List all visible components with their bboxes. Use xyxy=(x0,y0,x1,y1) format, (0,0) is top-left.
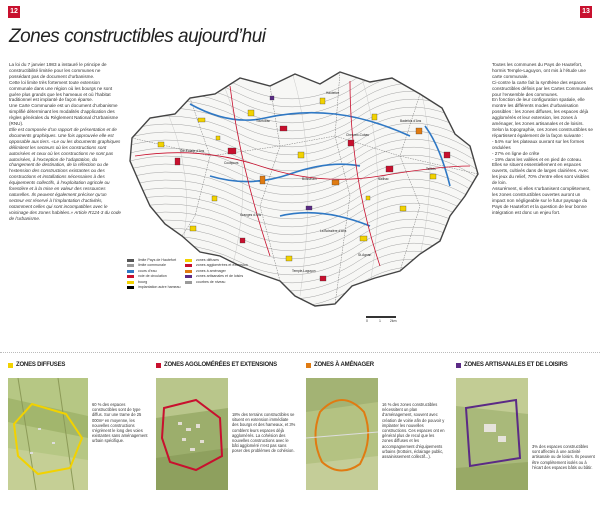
legend-item xyxy=(185,280,248,284)
paragraph: Toutes les communes du Pays de Hautefort, hormis Temple-Laguyon, ont mis à l’étude une carte communale. xyxy=(492,62,586,79)
legend-swatch xyxy=(185,270,192,273)
aerial-photo-artisanales xyxy=(456,378,528,490)
aerial-photo-amenager xyxy=(306,378,378,490)
legend-label: limite communale xyxy=(138,263,166,268)
legend-item xyxy=(127,285,277,289)
map-label: Hautefort xyxy=(326,91,340,95)
paragraph: Ci-contre la carte fait la synthèse des espaces constructibles définis par les Cartes Communales pour l’ensemble des communes. xyxy=(492,79,593,97)
map-scale xyxy=(366,316,397,323)
zone-description: 60 % des espaces constructibles sont de type diffus. Sur une trame de 25 000m² en moyenne, les nouvelles constructions s’égrènent le long des voies existantes sans aménagement urbain spécifique. xyxy=(92,402,148,444)
legend-label: zones à aménager xyxy=(196,268,226,273)
legend-column-right xyxy=(185,258,248,285)
legend-label: courbes de niveau xyxy=(196,279,226,284)
zone-description: 16 % des zones constructibles nécessitent un plan d’aménagement, souvent avec création de voirie afin de pouvoir y implanter les nouvelles constructions. Ces espaces ont en général plus de recul que les zones diffuses et les accompagnement d’équipements urbains (trottoirs, éclairage public, assainissement collectif...). xyxy=(382,402,445,460)
map-label: Tourtoirac xyxy=(256,119,270,123)
legend-label: zones diffuses xyxy=(196,258,219,262)
zone-agglomerees xyxy=(156,360,298,502)
map-label: Coubjours xyxy=(224,161,239,165)
map-label: St-Agnan xyxy=(358,253,372,257)
section-divider xyxy=(0,352,600,353)
paragraph: Une Carte Communale est un document d’urbanisme simplifié déterminant les modalités d’application des règles générales du Règlement National d’Urbanisme (RNU). xyxy=(9,103,119,127)
zone-title: ZONES À AMÉNAGER xyxy=(314,362,374,368)
zone-color-square xyxy=(306,363,311,368)
legend-label: zones agglomérées et extension xyxy=(196,263,248,268)
map-label: Cherveix-Cubas xyxy=(346,133,369,137)
aerial-photo-diffuses xyxy=(8,378,88,490)
zone-header xyxy=(306,360,448,370)
zone-diffuses xyxy=(8,360,150,502)
zone-header xyxy=(456,360,598,370)
scale-label-1: 1 xyxy=(378,319,381,323)
legend-swatch xyxy=(185,259,192,262)
zone-color-square xyxy=(456,363,461,368)
zone-artisanales xyxy=(456,360,598,502)
scale-bar xyxy=(366,316,396,318)
legend-label: zones artisanales et de loisirs xyxy=(196,274,244,279)
page-number-right: 13 xyxy=(580,6,592,18)
legend-label: implantation autre hameau xyxy=(138,285,181,290)
zone-a-amenager xyxy=(306,360,448,502)
legend-swatch xyxy=(127,264,134,267)
zone-color-square xyxy=(8,363,13,368)
paragraph: - 27% en ligne de crête xyxy=(492,150,540,156)
paragraph: En fonction de leur configuration spatiale, elle montre les différents modes d’urbanisation possibles : les zones diffuses, les espaces déjà agglomérés et leur extension, les zones à aménager, les zones artisanales et de loisirs. xyxy=(492,97,589,127)
zones-map xyxy=(120,56,490,346)
map-label: Temple-Laguyon xyxy=(292,269,316,273)
paragraph: Elle est composée d’un rapport de présentation et de documents graphiques. Une fois approuvée elle est opposable aux tiers. «Le ou les documents graphiques délimitent les secteurs où les constructions sont autorisées et ceux où les constructions ne sont pas autorisées, à l’exception de l’adaptation, du changement de destination, de la réfection ou de l’extension des constructions existantes ou des constructions et installations nécessaires à des équipements collectifs, à l’exploitation agricole ou forestière et à la mise en valeur des ressources naturelles. Ils peuvent également préciser qu’un secteur est réservé à l’implantation d’activités, notamment celles qui sont incompatibles avec le voisinage des zones habitées.» Article R124-3 du code de l’urbanisme. xyxy=(9,126,121,221)
map-label: La Boissière d’Ans xyxy=(320,229,347,233)
paragraph: Selon la topographie, ces zones constructibles se répartissent également de la façon suivante : xyxy=(492,126,593,138)
zone-title: ZONES AGGLOMÉRÉES ET EXTENSIONS xyxy=(164,362,277,368)
page-number-left: 12 xyxy=(8,6,20,18)
map-label: Teillots xyxy=(426,167,436,171)
paragraph: Assurément, si elles s’urbanisent complètement, les zones constructibles ouvertes auront un impact non négligeable sur le futur paysage du Pays de Hautefort et la question de leur bonne intégration est donc un enjeu fort. xyxy=(492,186,591,215)
legend-swatch xyxy=(185,275,192,278)
right-text-column xyxy=(492,62,594,216)
legend-swatch xyxy=(185,264,192,267)
zone-description: 18% des terrains constructibles se situent en extension immédiate des bourgs et des hameaux, et 3% comblent leurs espaces déjà agglomérés. La cohésion des nouvelles constructions avec le bâti aggloméré n’est pas sans poser des problèmes de cohésion. xyxy=(232,412,296,454)
zone-header xyxy=(8,360,150,370)
zone-title: ZONES ARTISANALES ET DE LOISIRS xyxy=(464,362,568,368)
legend-swatch xyxy=(127,275,134,278)
zone-header xyxy=(156,360,298,370)
legend-label: limite Pays de Hautefort xyxy=(138,258,177,262)
map-legend xyxy=(127,258,277,291)
left-text-column xyxy=(9,62,121,221)
legend-label: bourg xyxy=(138,279,148,284)
paragraph: - 19% dans les vallées et en pied de coteau. xyxy=(492,156,583,162)
legend-item xyxy=(185,258,248,262)
legend-swatch xyxy=(185,281,192,284)
map-label: Boisseuilh xyxy=(302,177,317,181)
scale-label-0: 0 xyxy=(366,319,368,323)
scale-label-2: 2km xyxy=(389,319,397,323)
legend-swatch xyxy=(127,281,134,284)
legend-label: cours d’eau xyxy=(138,268,157,273)
aerial-photo-agglomerees xyxy=(156,378,228,490)
paragraph: La loi du 7 janvier 1983 a instauré le principe de constructibilité limitée pour les communes ne possédant pas de document d’urbanisme. xyxy=(9,62,107,79)
zone-description: 3% des espaces constructibles sont affectés à une activité artisanale ou de loisirs. Ils peuvent être complètement isolés ou à l’écart des espaces bâtis ou bâtir. xyxy=(532,444,595,470)
map-relief xyxy=(120,56,490,346)
legend-swatch xyxy=(127,286,134,289)
map-label: Granges d’Ans xyxy=(240,213,262,217)
legend-item xyxy=(185,269,248,273)
zone-color-square xyxy=(156,363,161,368)
legend-item xyxy=(185,263,248,267)
paragraph: - 54% sur les plateaux ouvrant sur les formes ondulées xyxy=(492,138,585,150)
map-label: Ste-Eulalie d’Ans xyxy=(180,149,205,153)
paragraph: Cette loi limite très fortement toute extension communale dans une région où les bourgs ne sont guère plus grands que les hameaux et où l’habitat traditionnel est implanté de façon éparse. xyxy=(9,79,113,103)
legend-label: voie de circulation xyxy=(138,274,167,279)
legend-swatch xyxy=(127,270,134,273)
map-label: Badefols d’Ans xyxy=(400,119,422,123)
zone-title: ZONES DIFFUSES xyxy=(16,362,66,368)
legend-swatch xyxy=(127,259,134,262)
page-title: Zones constructibles aujourd’hui xyxy=(9,26,266,47)
map-label: Nailhac xyxy=(378,177,389,181)
paragraph: Elles se situent essentiellement en espaces ouverts, cultivés dans de larges clairières. Avec les jeux du relief, 70% d’entre elles sont visibles de loin. xyxy=(492,162,590,186)
legend-item xyxy=(185,274,248,278)
